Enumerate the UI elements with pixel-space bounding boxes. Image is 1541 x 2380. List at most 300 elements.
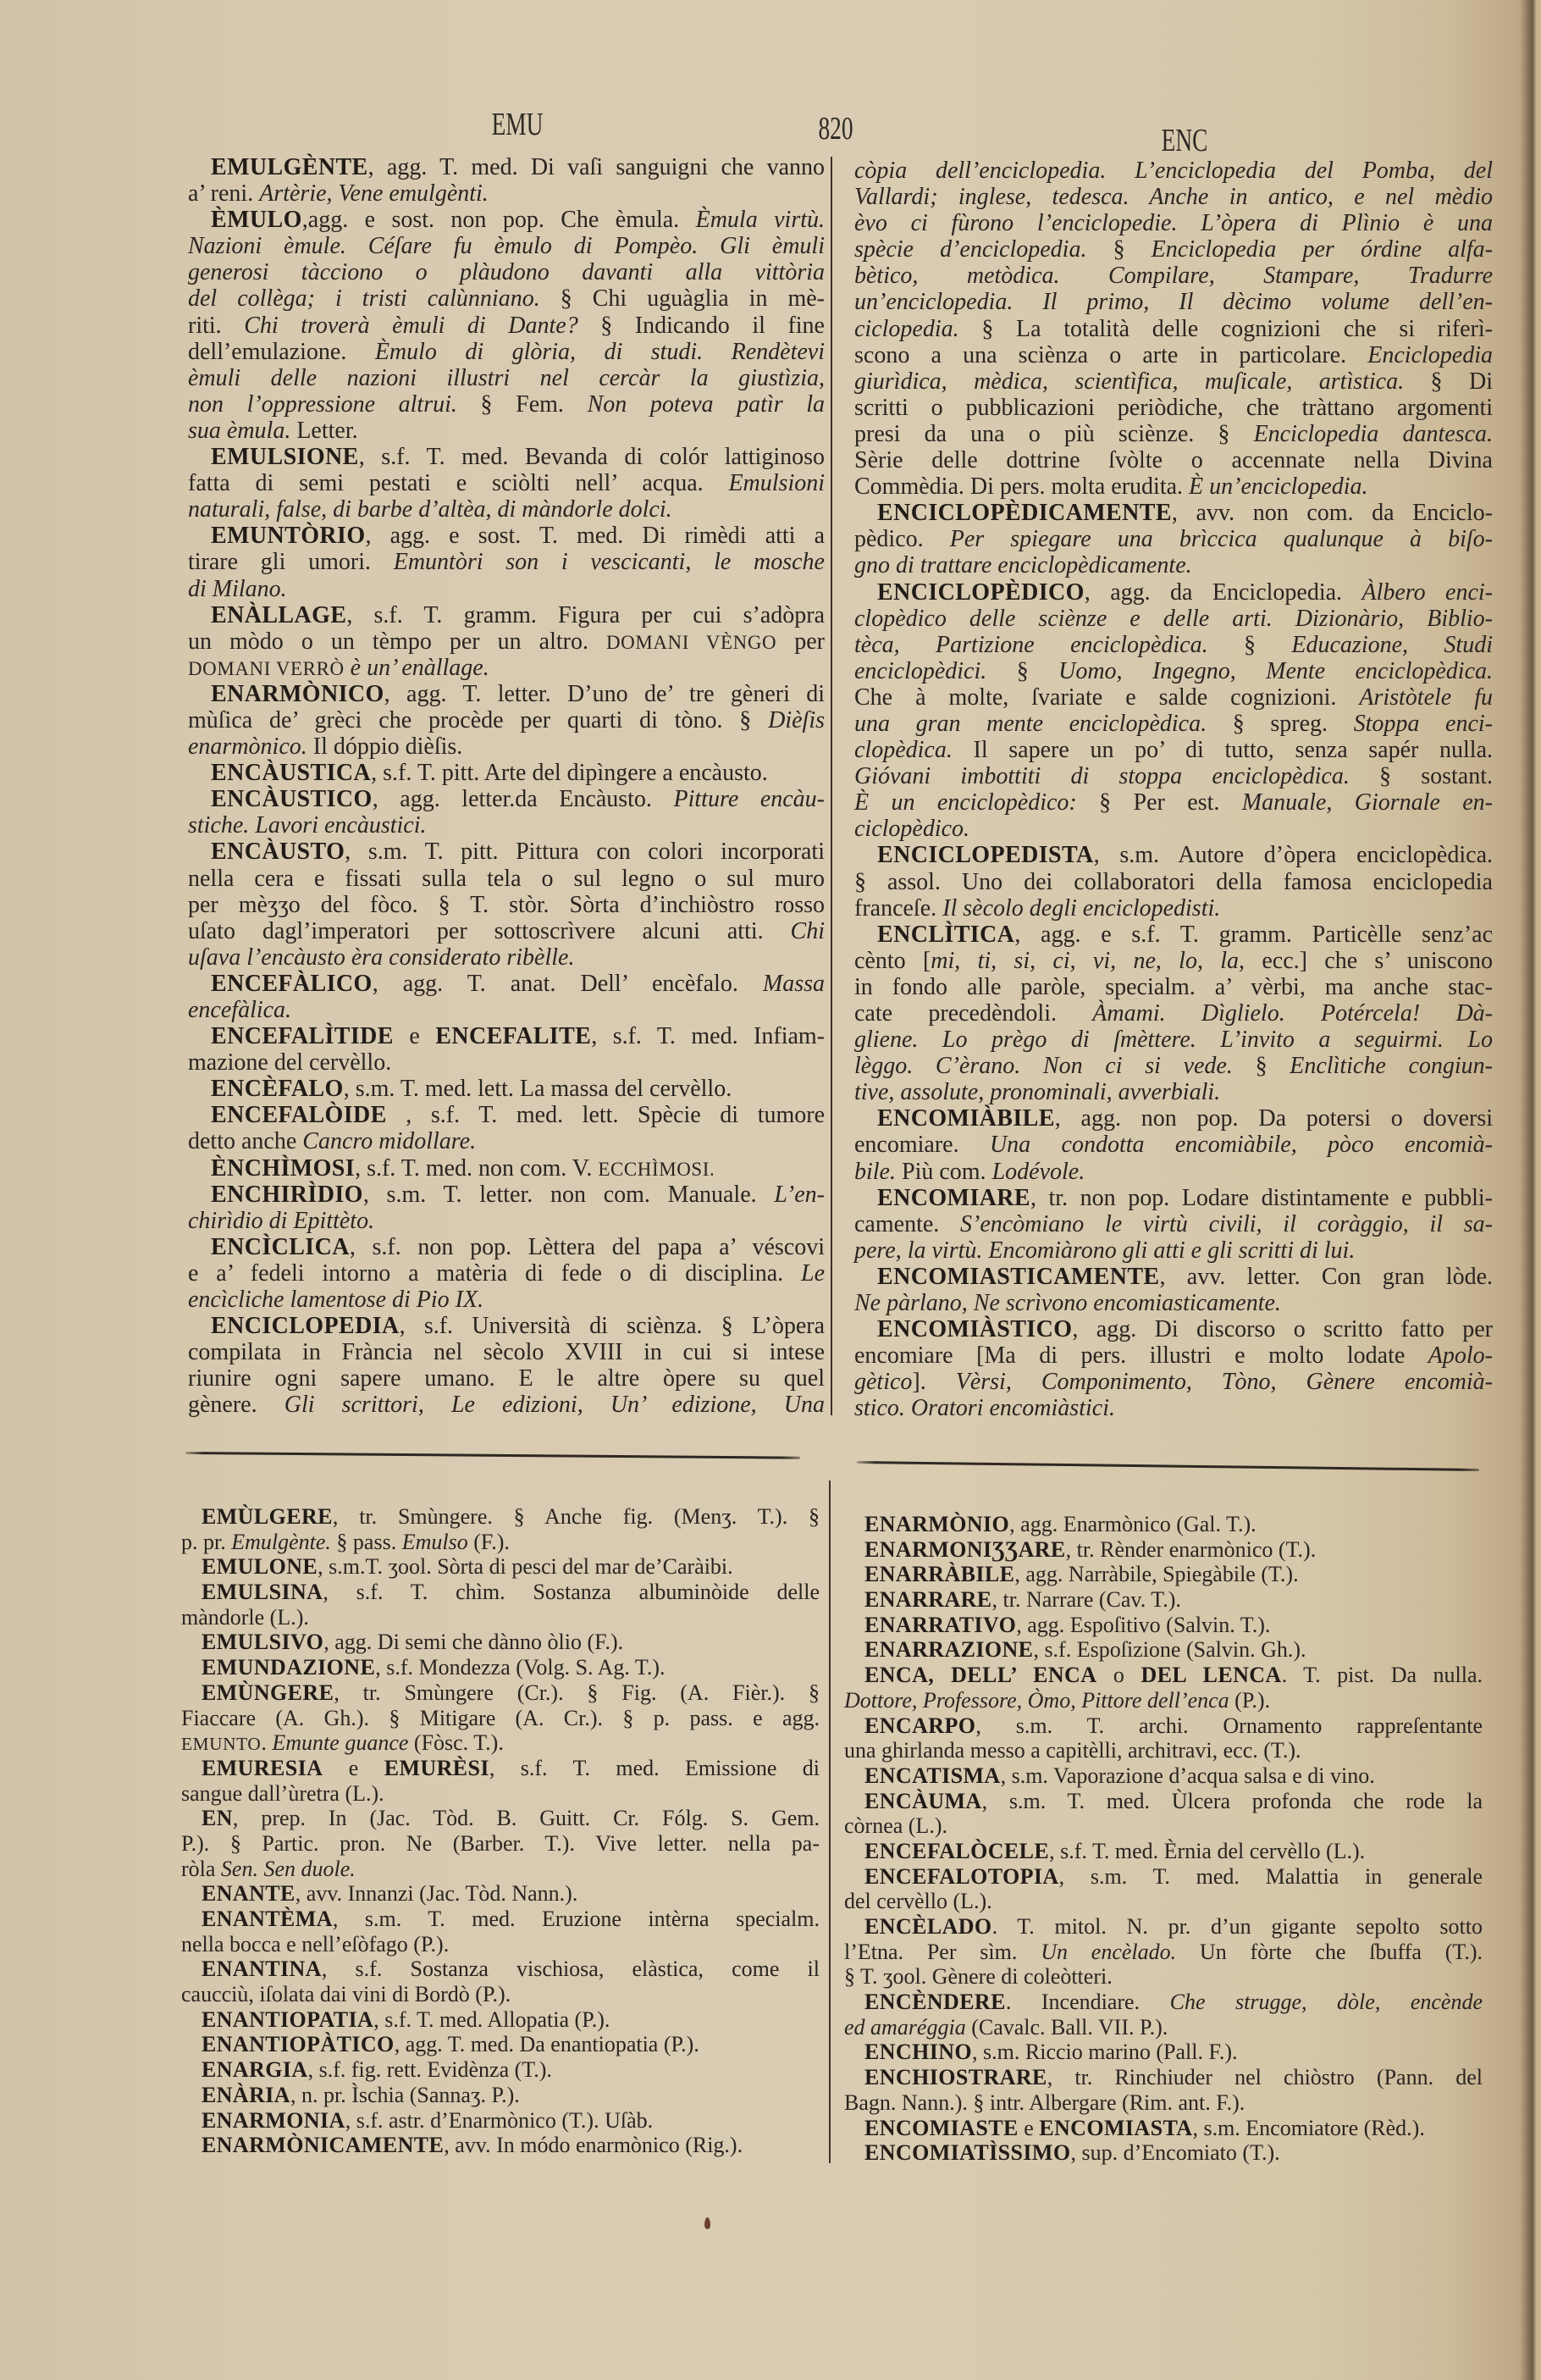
line-content bbox=[188, 1260, 825, 1287]
line-content bbox=[211, 1234, 825, 1260]
definition-text: , agg. Di discorso o scritto fatto per bbox=[1072, 1316, 1493, 1343]
text-line bbox=[854, 421, 1493, 447]
definition-text: , s.f. T. gramm. Figura per cui s’adòpra bbox=[346, 601, 825, 628]
line-content bbox=[188, 628, 825, 656]
text-line bbox=[181, 2007, 820, 2033]
example-text: Pitture encàu- bbox=[673, 786, 826, 813]
text-line bbox=[854, 368, 1493, 395]
line-content bbox=[854, 1053, 1493, 1079]
dictionary-entry bbox=[844, 1587, 1483, 1613]
example-text: Aristòtele fu bbox=[1359, 684, 1493, 711]
line-content bbox=[854, 263, 1493, 289]
headword: ENCICLOPÈDICAMENTE bbox=[877, 500, 1172, 527]
definition-text: Bagn. Nann.). § intr. Albergare (Rim. ant. F.). bbox=[844, 2089, 1246, 2115]
dictionary-column-bottom-left bbox=[181, 1504, 820, 2158]
line-content bbox=[188, 866, 825, 892]
definition-text bbox=[345, 655, 351, 681]
line-content bbox=[864, 1713, 1483, 1739]
definition-text: . T. pist. Da nulla. bbox=[1281, 1663, 1483, 1688]
text-line bbox=[181, 1630, 820, 1655]
text-line bbox=[181, 1932, 820, 1957]
text-line bbox=[854, 236, 1493, 263]
dictionary-entry bbox=[181, 1554, 820, 1580]
example-text: ed amaréggia bbox=[844, 2014, 966, 2040]
text-line bbox=[181, 1504, 820, 1530]
text-line bbox=[188, 733, 825, 760]
text-line bbox=[188, 576, 825, 602]
definition-text: . Incendiare. bbox=[1005, 1990, 1170, 2015]
text-line bbox=[844, 1990, 1483, 2015]
running-head-left: EMU bbox=[491, 107, 544, 142]
headword: ÈNCHÌMOSI bbox=[211, 1154, 356, 1182]
definition-text: franceſe. bbox=[854, 894, 943, 922]
dictionary-entry bbox=[181, 1580, 820, 1630]
dictionary-entry bbox=[188, 760, 825, 786]
line-content bbox=[854, 368, 1493, 395]
headword: EMULSIONE bbox=[211, 444, 359, 471]
line-content bbox=[854, 473, 1368, 500]
definition-text: , s.f. T. med. Allopatia (P.). bbox=[373, 2006, 610, 2032]
line-content bbox=[181, 1831, 820, 1857]
text-line bbox=[854, 922, 1493, 948]
dictionary-entry bbox=[181, 1957, 820, 2006]
headword: ENCHINO bbox=[864, 2040, 973, 2065]
dictionary-entry bbox=[844, 1713, 1483, 1763]
line-content bbox=[854, 1000, 1493, 1027]
line-content bbox=[211, 1023, 825, 1049]
headword: ENANTINA bbox=[202, 1957, 322, 1982]
line-content bbox=[844, 1688, 1270, 1713]
headword: EMUNTÒRIO bbox=[211, 523, 366, 550]
text-line bbox=[844, 1789, 1483, 1814]
example-text: Nazioni èmule. Céſare fu èmulo di Pompèo. Gli èmuli bbox=[188, 233, 825, 260]
dictionary-entry bbox=[188, 602, 825, 681]
dictionary-entry bbox=[188, 154, 825, 207]
definition-text: compilata in Frància nel sècolo XVIII in cui si intese bbox=[188, 1339, 825, 1366]
definition-text: nella bocca e nell’eſòfago (P.). bbox=[181, 1931, 450, 1957]
line-content bbox=[188, 576, 287, 602]
headword: ENCICLOPEDISTA bbox=[877, 842, 1094, 869]
definition-text: § Fem. bbox=[480, 390, 588, 418]
text-line bbox=[844, 1637, 1483, 1663]
section-rule-left bbox=[185, 1452, 800, 1459]
definition-text: , avv. letter. Con gran lòde. bbox=[1159, 1263, 1493, 1290]
line-content bbox=[211, 1102, 825, 1128]
text-line bbox=[188, 1365, 825, 1392]
definition-text: § bbox=[1243, 631, 1292, 658]
definition-text: e bbox=[393, 1023, 436, 1050]
headword: EMULSIVO bbox=[202, 1630, 324, 1655]
line-content bbox=[202, 1957, 820, 1982]
line-content bbox=[211, 760, 768, 786]
text-line bbox=[181, 1857, 820, 1882]
text-line bbox=[854, 711, 1493, 737]
definition-text: , tr. Rinchiuder nel chiòstro (Pann. del bbox=[1047, 2065, 1483, 2090]
definition-text: . bbox=[261, 1730, 273, 1756]
dictionary-entry bbox=[181, 2108, 820, 2134]
example-text: Gli scrittori, Le edizioni, Un’ edizione, Una bbox=[284, 1392, 825, 1419]
line-content bbox=[854, 948, 1493, 974]
example-text: Lodévole. bbox=[991, 1158, 1085, 1185]
definition-text: Un fòrte che ſbuffa (T.). bbox=[1176, 1939, 1483, 1964]
line-content bbox=[188, 259, 825, 285]
dictionary-entry bbox=[188, 971, 825, 1023]
example-text: gètico bbox=[854, 1369, 913, 1396]
headword: ENARMÒNICO bbox=[211, 680, 384, 707]
example-text: una gran mente enciclopèdica. bbox=[854, 710, 1233, 737]
definition-text: § assol. Uno dei collaboratori della famosa enciclopedia bbox=[854, 868, 1493, 895]
dictionary-entry bbox=[844, 1613, 1483, 1638]
example-text: chirìdio di Epittèto. bbox=[188, 1207, 375, 1234]
text-line bbox=[854, 948, 1493, 974]
definition-text: , s.f. astr. d’Enarmònico (T.). Uſàb. bbox=[345, 2107, 654, 2133]
text-line bbox=[854, 395, 1493, 421]
line-content bbox=[211, 681, 825, 707]
line-content bbox=[188, 233, 825, 259]
dictionary-entry bbox=[181, 1680, 820, 1756]
line-content bbox=[211, 1182, 825, 1208]
text-line bbox=[854, 1053, 1493, 1079]
line-content bbox=[211, 839, 825, 865]
line-content bbox=[188, 1049, 391, 1076]
line-content bbox=[854, 711, 1493, 737]
example-text: Artèrie, Vene emulgènti. bbox=[259, 180, 489, 208]
dictionary-column-top-left bbox=[188, 154, 825, 1419]
text-line bbox=[844, 1713, 1483, 1739]
definition-text: del cervèllo (L.). bbox=[844, 1889, 992, 1914]
example-text: còpia dell’enciclopedia. L’enciclopedia del Pomba, del bbox=[854, 158, 1493, 184]
dictionary-entry bbox=[854, 500, 1493, 578]
headword: ENARRÀBILE bbox=[864, 1562, 1015, 1587]
text-line bbox=[188, 1260, 825, 1287]
example-text: Emunte guance bbox=[272, 1730, 409, 1756]
dictionary-entry bbox=[181, 2032, 820, 2057]
line-content bbox=[211, 207, 825, 233]
line-content bbox=[854, 1079, 1220, 1105]
dictionary-entry bbox=[854, 1316, 1493, 1421]
dictionary-entry bbox=[188, 1182, 825, 1234]
definition-text: , s.m. T. med. Eruzione intèrna specialm. bbox=[332, 1907, 820, 1931]
text-line bbox=[188, 1313, 825, 1339]
dictionary-entry bbox=[181, 1881, 820, 1907]
dictionary-entry bbox=[181, 1630, 820, 1655]
headword: ENCA, DELL’ ENCA bbox=[864, 1663, 1097, 1688]
dictionary-entry bbox=[188, 1102, 825, 1154]
definition-text: riunire ogni sapere umano. E le altre òpere su quel bbox=[188, 1365, 825, 1392]
text-line bbox=[844, 2116, 1483, 2141]
text-line bbox=[854, 210, 1493, 236]
definition-text: , s.m. Riccio marino (Pall. F.). bbox=[972, 2040, 1238, 2065]
dictionary-entry bbox=[181, 1655, 820, 1680]
definition-text: e bbox=[1018, 2115, 1040, 2140]
text-line bbox=[188, 1287, 825, 1313]
line-content bbox=[864, 1789, 1483, 1814]
headword: ENCLÌTICA bbox=[877, 921, 1015, 948]
text-line bbox=[844, 1512, 1483, 1537]
line-content bbox=[202, 1630, 623, 1655]
text-line bbox=[188, 786, 825, 812]
example-text: Àmami. Dìglielo. Potércela! Dà- bbox=[1092, 1000, 1494, 1027]
dictionary-entry bbox=[844, 1763, 1483, 1789]
line-content bbox=[188, 892, 825, 918]
example-text: è un’ enàllage. bbox=[350, 654, 489, 681]
text-line bbox=[188, 681, 825, 707]
line-content bbox=[864, 1864, 1483, 1890]
headword: ENARMÒNIO bbox=[864, 1512, 1010, 1536]
definition-text: nella cera e fissati sulla tela o sul legno o sul muro bbox=[188, 865, 825, 892]
line-content bbox=[844, 1738, 1301, 1763]
line-content bbox=[188, 1365, 825, 1392]
example-text: Emulsioni bbox=[728, 470, 825, 497]
dictionary-entry bbox=[181, 1756, 820, 1806]
line-content bbox=[181, 1530, 510, 1555]
dictionary-entry bbox=[844, 2140, 1483, 2166]
text-line bbox=[188, 1155, 825, 1182]
line-content bbox=[844, 2015, 1168, 2040]
line-content bbox=[877, 1264, 1493, 1290]
definition-text: Letter. bbox=[296, 417, 358, 444]
dictionary-entry bbox=[188, 839, 825, 970]
text-line bbox=[854, 1211, 1493, 1237]
line-content bbox=[854, 684, 1493, 711]
line-content bbox=[854, 737, 1493, 763]
definition-text: detto anche bbox=[188, 1128, 303, 1155]
example-text: Stoppa enci- bbox=[1353, 710, 1494, 737]
text-line bbox=[854, 1105, 1493, 1132]
example-text: stico. Oratori encomiàstici. bbox=[854, 1395, 1115, 1422]
definition-text: , agg. non pop. Da potersi o doversi bbox=[1054, 1105, 1493, 1132]
headword: ENCÀUMA bbox=[864, 1788, 982, 1813]
line-content bbox=[202, 2057, 552, 2083]
headword: ENARRARE bbox=[864, 1587, 992, 1613]
headword: ENARGIA bbox=[202, 2057, 308, 2083]
text-line bbox=[188, 839, 825, 865]
definition-text: , s.f. non pop. Lèttera del papa a’ véscovi bbox=[349, 1233, 825, 1260]
text-line bbox=[844, 1738, 1483, 1763]
text-line bbox=[181, 1554, 820, 1580]
example-text: mi, ti, si, ci, vi, ne, lo, la, bbox=[931, 947, 1246, 974]
headword: EMULGÈNTE bbox=[211, 154, 368, 180]
line-content bbox=[877, 1316, 1493, 1342]
text-line bbox=[188, 655, 825, 681]
example-text: Una condotta encomiàbile, pòco encomià- bbox=[989, 1132, 1494, 1159]
line-content bbox=[188, 365, 825, 391]
headword: ENANTÈMA bbox=[202, 1907, 333, 1931]
text-line bbox=[181, 1781, 820, 1807]
definition-text: , agg. Di semi che dànno òlio (F.). bbox=[323, 1630, 624, 1655]
definition-text: , s.f. Sostanza vischiosa, elàstica, come il bbox=[321, 1957, 820, 1982]
definition-text: , tr. non pop. Lodare distintamente e pubbli- bbox=[1030, 1184, 1493, 1211]
headword: EMUNDAZIONE bbox=[202, 1655, 376, 1680]
definition-text: , s.f. T. med. non com. V. bbox=[355, 1154, 599, 1182]
example-text: Dièſis bbox=[768, 706, 825, 733]
definition-text: Fiaccare (A. Gh.). § Mitigare (A. Cr.). § p. pass. e agg. bbox=[181, 1705, 820, 1730]
text-line bbox=[181, 1756, 820, 1781]
line-content bbox=[188, 418, 358, 444]
headword: ENARMONIA bbox=[202, 2107, 345, 2133]
dictionary-entry bbox=[188, 1234, 825, 1313]
example-text: Emulgènte. bbox=[231, 1529, 331, 1554]
text-line bbox=[188, 1339, 825, 1365]
text-line bbox=[854, 1027, 1493, 1053]
text-line bbox=[188, 812, 825, 839]
dictionary-entry bbox=[854, 1105, 1493, 1184]
line-content bbox=[854, 184, 1493, 210]
line-content bbox=[854, 1211, 1493, 1237]
example-text: giurìdica, mèdica, scientìfica, muſicale, artìstica. bbox=[854, 368, 1431, 395]
text-line bbox=[844, 1763, 1483, 1789]
headword: ENCHIRÌDIO bbox=[211, 1181, 363, 1208]
example-text: Èmulo di glòria, di studi. Rendètevi bbox=[374, 338, 825, 365]
example-text: È un enciclopèdico: bbox=[854, 789, 1100, 816]
definition-text: ,agg. e sost. non pop. Che èmula. bbox=[301, 207, 696, 234]
definition-text: . T. mitol. N. pr. d’un gigante sepolto sotto bbox=[991, 1914, 1483, 1939]
line-content bbox=[854, 1237, 1355, 1264]
dictionary-entry bbox=[188, 444, 825, 523]
dictionary-entry bbox=[844, 1914, 1483, 1990]
text-line bbox=[844, 1537, 1483, 1563]
definition-text: , s.m. T. med. lett. La massa del cervèllo. bbox=[343, 1076, 732, 1103]
line-content bbox=[864, 2116, 1425, 2141]
text-line bbox=[188, 1102, 825, 1128]
line-content bbox=[854, 816, 969, 842]
line-content bbox=[854, 342, 1493, 368]
dictionary-entry bbox=[188, 523, 825, 601]
text-line bbox=[854, 1369, 1493, 1395]
line-content bbox=[202, 2133, 743, 2158]
definition-text: , avv. Innanzi (Jac. Tòd. Nann.). bbox=[295, 1881, 578, 1907]
dictionary-entry bbox=[844, 2065, 1483, 2115]
line-content bbox=[864, 1512, 1257, 1537]
text-line bbox=[854, 1185, 1493, 1211]
definition-text: P.). § Partic. pron. Ne (Barber. T.). Vive letter. nella pa- bbox=[181, 1830, 820, 1856]
text-line bbox=[844, 1663, 1483, 1688]
line-content bbox=[188, 812, 427, 839]
text-line bbox=[854, 526, 1493, 552]
text-line bbox=[188, 523, 825, 549]
headword: ENCÀUSTICA bbox=[211, 760, 372, 787]
example-text: encefàlica. bbox=[188, 997, 292, 1023]
text-line bbox=[181, 1730, 820, 1756]
text-line bbox=[854, 473, 1493, 500]
definition-text: , agg. e s.f. T. gramm. Particèlle senz’ac bbox=[1014, 921, 1493, 948]
text-line bbox=[854, 1316, 1493, 1342]
line-content bbox=[211, 786, 825, 812]
line-content bbox=[188, 1128, 476, 1154]
definition-text: uſato dagl’imperatori per sottoscrìvere alcuni atti. bbox=[188, 917, 791, 944]
example-text: Enciclopedia dantesca. bbox=[1253, 420, 1493, 447]
line-content bbox=[844, 1889, 992, 1914]
text-line bbox=[844, 1587, 1483, 1613]
example-text: Enclìtiche congiun- bbox=[1290, 1053, 1493, 1080]
example-text: lèggo. C’èrano. Non ci si vede. bbox=[854, 1053, 1256, 1080]
line-content bbox=[854, 236, 1493, 263]
headword: ENCEFALITE bbox=[435, 1023, 592, 1050]
definition-text: sangue dall’ùretra (L.). bbox=[181, 1780, 384, 1806]
text-line bbox=[188, 313, 825, 339]
definition-text: § Indicando il fine bbox=[600, 312, 825, 339]
line-content bbox=[202, 1806, 820, 1831]
definition-text: , prep. In (Jac. Tòd. B. Guitt. Cr. Fólg. S. Gem. bbox=[232, 1806, 820, 1831]
dictionary-entry bbox=[844, 2040, 1483, 2065]
definition-text: , agg. Narràbile, Spiegàbile (T.). bbox=[1014, 1562, 1299, 1587]
text-line bbox=[188, 549, 825, 575]
line-content bbox=[854, 1342, 1493, 1369]
column-divider-bottom bbox=[829, 1481, 831, 2163]
line-content bbox=[188, 496, 672, 523]
definition-text: Il dóppio dièſis. bbox=[312, 733, 463, 761]
line-content bbox=[188, 339, 825, 365]
line-content bbox=[864, 1663, 1483, 1688]
example-text: Vallardi; inglese, tedesca. Anche in antico, e nel mèdio bbox=[854, 184, 1493, 211]
headword: EMURÈSI bbox=[384, 1755, 489, 1780]
definition-text: ecc.] che s’ uniscono bbox=[1245, 947, 1493, 974]
text-line bbox=[854, 816, 1493, 842]
dictionary-entry bbox=[854, 922, 1493, 1106]
line-content bbox=[854, 632, 1493, 658]
text-line bbox=[844, 1964, 1483, 1990]
line-content bbox=[854, 1132, 1493, 1158]
example-text: Enciclopedia per órdine alfa- bbox=[1151, 236, 1493, 263]
dictionary-entry bbox=[181, 2133, 820, 2158]
line-content bbox=[202, 1881, 577, 1907]
text-line bbox=[854, 447, 1493, 473]
line-content bbox=[188, 733, 462, 760]
line-content bbox=[854, 158, 1493, 184]
line-content bbox=[854, 1395, 1115, 1421]
line-content bbox=[188, 944, 574, 971]
headword: ENÀLLAGE bbox=[211, 601, 347, 628]
dictionary-entry bbox=[844, 2116, 1483, 2141]
text-line bbox=[844, 1864, 1483, 1890]
example-text: Emulso bbox=[401, 1529, 468, 1554]
definition-text: l’Etna. Per sìm. bbox=[844, 1939, 1041, 1964]
definition-text: , tr. Rènder enarmònico (T.). bbox=[1065, 1536, 1317, 1562]
definition-text: , agg. Enarmònico (Gal. T.). bbox=[1009, 1512, 1257, 1536]
text-line bbox=[181, 1957, 820, 1982]
definition-text: , agg. e sost. T. med. Di rimèdi atti a bbox=[365, 523, 825, 550]
definition-text: § Per est. bbox=[1099, 789, 1242, 816]
definition-text: una ghirlanda messo a capitèlli, architravi, ecc. (T.). bbox=[844, 1738, 1301, 1763]
dictionary-entry bbox=[844, 1864, 1483, 1914]
line-content bbox=[864, 1914, 1483, 1940]
text-line bbox=[854, 552, 1493, 578]
line-content bbox=[864, 2065, 1483, 2090]
line-content bbox=[211, 154, 825, 180]
dictionary-entry bbox=[854, 842, 1493, 921]
line-content bbox=[854, 447, 1493, 473]
text-line bbox=[844, 1914, 1483, 1940]
line-content bbox=[211, 1155, 715, 1182]
dictionary-entry bbox=[844, 1562, 1483, 1587]
line-content bbox=[864, 2140, 1280, 2166]
definition-text: màndorle (L.). bbox=[181, 1604, 309, 1630]
text-line bbox=[188, 233, 825, 259]
text-line bbox=[854, 579, 1493, 606]
text-line bbox=[188, 285, 825, 312]
line-content bbox=[188, 391, 825, 418]
text-line bbox=[854, 974, 1493, 1000]
text-line bbox=[188, 418, 825, 444]
text-line bbox=[188, 207, 825, 233]
dictionary-entry bbox=[181, 1504, 820, 1554]
text-line bbox=[181, 2057, 820, 2083]
line-content bbox=[854, 1369, 1493, 1395]
definition-text: riti. bbox=[188, 312, 245, 339]
definition-text: , s.m. Autore d’òpera enciclopèdica. bbox=[1093, 842, 1493, 869]
example-text: Enciclopedia bbox=[1367, 341, 1493, 368]
headword: ENCOMIARE bbox=[877, 1184, 1030, 1211]
